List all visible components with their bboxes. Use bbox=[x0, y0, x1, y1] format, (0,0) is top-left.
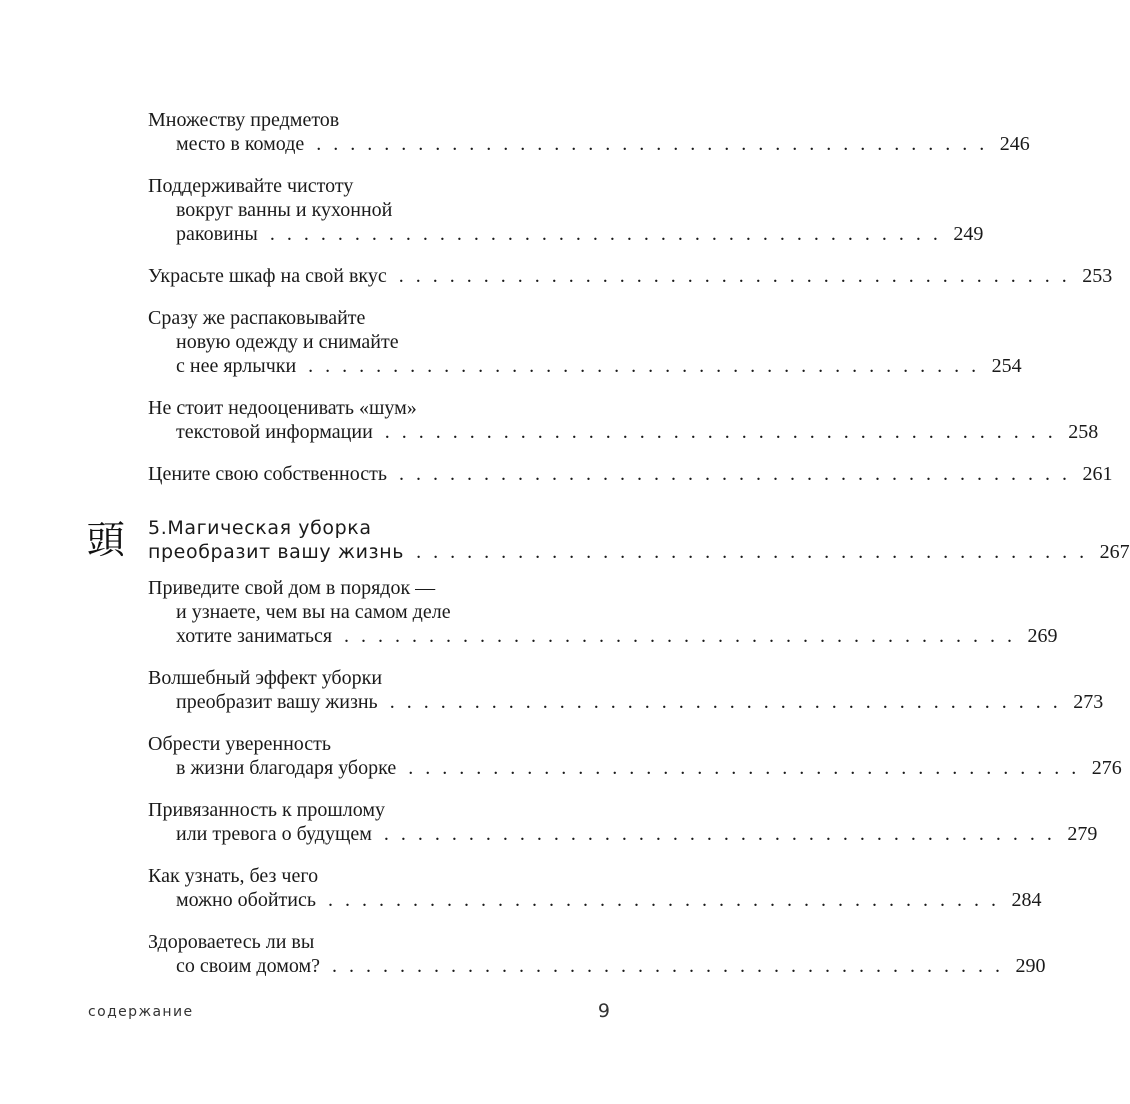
dot-leader: . . . . . . . . . . . . . . . . . . . . . . . . . . . . . . . . . . . . . . . . bbox=[269, 223, 942, 245]
toc-entry-title-line: Украсьте шкаф на свой вкус bbox=[148, 265, 387, 287]
dot-leader: . . . . . . . . . . . . . . . . . . . . . . . . . . . . . . . . . . . . . . . . bbox=[398, 463, 1071, 485]
toc-entry-title-line: можно обойтись bbox=[176, 889, 316, 911]
toc-entry[interactable] bbox=[148, 174, 984, 246]
toc-entry-title-line: Обрести уверенность bbox=[148, 733, 332, 755]
toc-entry[interactable] bbox=[148, 264, 1113, 288]
toc-entry-last-line bbox=[148, 822, 1098, 846]
toc-entry-title-line: новую одежду и снимайте bbox=[176, 331, 399, 353]
toc-entry[interactable] bbox=[148, 462, 1113, 486]
toc-entry-title-line: Не стоит недооценивать «шум» bbox=[148, 397, 417, 419]
toc-entry-title-line: или тревога о будущем bbox=[176, 823, 372, 845]
chapter-title-line: 5.Магическая уборка bbox=[148, 517, 372, 539]
toc-entry-last-line bbox=[148, 132, 1030, 156]
toc-entry-title-line: Волшебный эффект уборки bbox=[148, 667, 383, 689]
toc-page-number: 258 bbox=[1068, 421, 1099, 443]
toc-entry-last-line bbox=[148, 690, 1104, 714]
toc-page-number: 249 bbox=[953, 223, 984, 245]
toc-page-number: 284 bbox=[1011, 889, 1042, 911]
dot-leader: . . . . . . . . . . . . . . . . . . . . . . . . . . . . . . . . . . . . . . . . bbox=[344, 625, 1016, 647]
toc-entry[interactable] bbox=[148, 396, 1099, 444]
toc-entry-title-line: хотите заниматься bbox=[176, 625, 333, 647]
toc-entry-title-line: раковины bbox=[176, 223, 258, 245]
page-number: 9 bbox=[597, 1000, 610, 1022]
toc-chapter-heading[interactable] bbox=[86, 516, 1130, 564]
toc-entry-title-line: со своим домом? bbox=[176, 955, 321, 977]
toc-page-number: 290 bbox=[1015, 955, 1046, 977]
toc-page-number: 267 bbox=[1099, 541, 1130, 563]
toc-page-number: 261 bbox=[1082, 463, 1113, 485]
toc-entry-last-line bbox=[148, 624, 1058, 648]
toc-entry[interactable] bbox=[148, 108, 1030, 156]
toc-entry[interactable] bbox=[148, 666, 1104, 714]
toc-page-number: 269 bbox=[1027, 625, 1058, 647]
toc-entry[interactable] bbox=[148, 930, 1046, 978]
dot-leader: . . . . . . . . . . . . . . . . . . . . . . . . . . . . . . . . . . . . . . . . bbox=[389, 691, 1062, 713]
dot-leader: . . . . . . . . . . . . . . . . . . . . . . . . . . . . . . . . . . . . . . . . bbox=[416, 541, 1088, 563]
toc-entry-title-line: текстовой информации bbox=[176, 421, 373, 443]
toc-entry[interactable] bbox=[148, 576, 1058, 648]
toc-entry-title-line: и узнаете, чем вы на самом деле bbox=[176, 601, 451, 623]
toc-entry-title-line: Приведите свой дом в порядок — bbox=[148, 577, 436, 599]
toc-entry-last-line bbox=[148, 888, 1042, 912]
dot-leader: . . . . . . . . . . . . . . . . . . . . . . . . . . . . . . . . . . . . . . . . bbox=[332, 955, 1004, 977]
toc-page-number: 253 bbox=[1082, 265, 1113, 287]
toc-page-number: 246 bbox=[999, 133, 1030, 155]
toc-entry-title-line: с нее ярлычки bbox=[176, 355, 297, 377]
toc-entry-last-line bbox=[148, 264, 1113, 288]
toc-entry-title-line: Как узнать, без чего bbox=[148, 865, 319, 887]
toc-entry[interactable] bbox=[148, 306, 1022, 378]
toc-entry-title-line: в жизни благодаря уборке bbox=[176, 757, 397, 779]
toc-entry-title-line: Сразу же распаковывайте bbox=[148, 307, 366, 329]
toc-entry-title-line: Поддерживайте чистоту bbox=[148, 175, 354, 197]
toc-entry-last-line bbox=[148, 222, 984, 246]
dot-leader: . . . . . . . . . . . . . . . . . . . . . . . . . . . . . . . . . . . . . . . . bbox=[383, 823, 1056, 845]
toc-page-number: 276 bbox=[1091, 757, 1122, 779]
running-footer-label: содержание bbox=[88, 1004, 194, 1020]
toc-entry-last-line bbox=[148, 462, 1113, 486]
dot-leader: . . . . . . . . . . . . . . . . . . . . . . . . . . . . . . . . . . . . . . . . bbox=[408, 757, 1080, 779]
dot-leader: . . . . . . . . . . . . . . . . . . . . . . . . . . . . . . . . . . . . . . . . bbox=[328, 889, 1000, 911]
toc-entry[interactable] bbox=[148, 798, 1098, 846]
kanji-glyph-icon: 頭 bbox=[86, 518, 126, 562]
toc-entry[interactable] bbox=[148, 864, 1042, 912]
dot-leader: . . . . . . . . . . . . . . . . . . . . . . . . . . . . . . . . . . . . . . . . bbox=[384, 421, 1057, 443]
toc-entry-title-line: Здороваетесь ли вы bbox=[148, 931, 315, 953]
toc-entry-last-line bbox=[148, 420, 1099, 444]
chapter-title-line: преобразит вашу жизнь bbox=[148, 541, 405, 563]
toc-entry[interactable] bbox=[148, 732, 1122, 780]
toc-page-number: 254 bbox=[991, 355, 1022, 377]
toc-entry-last-line bbox=[148, 756, 1122, 780]
toc-page-number: 279 bbox=[1067, 823, 1098, 845]
toc-entry-title-line: Цените свою собственность bbox=[148, 463, 387, 485]
toc-page-number: 273 bbox=[1073, 691, 1104, 713]
toc-entry-last-line bbox=[148, 354, 1022, 378]
toc-entry-last-line bbox=[148, 954, 1046, 978]
toc-entry-title-line: Привязанность к прошлому bbox=[148, 799, 386, 821]
dot-leader: . . . . . . . . . . . . . . . . . . . . . . . . . . . . . . . . . . . . . . . . bbox=[308, 355, 980, 377]
toc-entry-title-line: преобразит вашу жизнь bbox=[176, 691, 378, 713]
dot-leader: . . . . . . . . . . . . . . . . . . . . . . . . . . . . . . . . . . . . . . . . bbox=[316, 133, 988, 155]
toc-entry-title-line: вокруг ванны и кухонной bbox=[176, 199, 393, 221]
dot-leader: . . . . . . . . . . . . . . . . . . . . . . . . . . . . . . . . . . . . . . . . bbox=[398, 265, 1071, 287]
toc-entry-title-line: Множеству предметов bbox=[148, 109, 340, 131]
toc-entry-title-line: место в комоде bbox=[176, 133, 305, 155]
chapter-last-line bbox=[148, 540, 1130, 564]
table-of-contents bbox=[86, 108, 1130, 978]
